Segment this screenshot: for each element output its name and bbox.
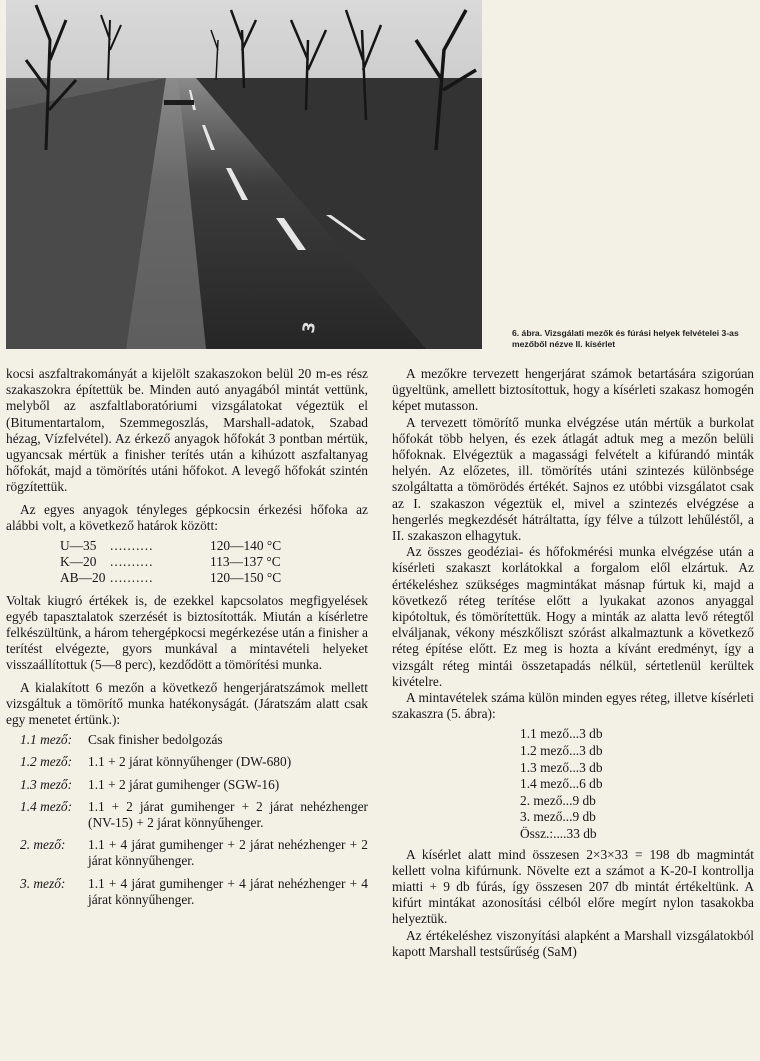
field-description: Csak finisher bedolgozás — [88, 732, 223, 748]
sample-count-table — [520, 726, 754, 842]
left-paragraph-4: A kialakított 6 mezőn a következő hengerjáratszámok mellett vizsgáltuk a tömörítő munka hatékonyságát. (Járatszám alatt csak egy menetet értünk.): — [6, 679, 368, 728]
sample-count-row — [520, 760, 754, 777]
sample-count: 3 db — [579, 726, 603, 742]
sample-count: 9 db — [572, 792, 596, 808]
field-item — [6, 754, 368, 770]
right-column — [392, 366, 754, 960]
leader-dots: .... — [553, 826, 567, 842]
field-name: 2. mező — [520, 792, 563, 808]
sample-count-total-row — [520, 826, 754, 843]
test-road-photo — [6, 0, 482, 349]
right-paragraph-4: A mintavételek száma külön minden egyes réteg, illetve kísérleti szakaszra (5. ábra): — [392, 690, 754, 722]
leader-dots: .......... — [110, 554, 154, 570]
right-paragraph-2: A tervezett tömörítő munka elvégzése után mértük a burkolat hőfokát több helyen, és ezek átlagát adtuk meg a mezőn belüli hőfoknak. Elvégeztük a magassági felvételt a kifúrandó minták helyén. Az előzetes, ill. tömörítés utáni szintezés különbsége szolgáltatta a tömörödés értékét. Sajnos ez utóbbi vizsgálatot csak az I. szakaszon végeztük el, mivel a szintezés elvégzése a hengerlés megkezdését hátráltatta, így félve a túlzott lehűléstől, a II. szakaszon elhagytuk. — [392, 414, 754, 544]
leader-dots: .......... — [110, 538, 154, 554]
sample-count-row — [520, 809, 754, 826]
temperature-row — [60, 570, 368, 586]
field-item — [6, 777, 368, 793]
leader-dots: ... — [562, 809, 573, 825]
leader-dots: ... — [562, 792, 573, 808]
field-description: 1.1 + 4 járat gumihenger + 2 járat nehézhenger + 2 járat könnyűhenger. — [88, 837, 368, 869]
field-item — [6, 799, 368, 831]
field-label: 1.4 mező: — [20, 798, 73, 814]
left-paragraph-2: Az egyes anyagok tényleges gépkocsin érkezési hőfoka az alábbi volt, a következő határok között: — [6, 501, 368, 533]
temperature-table — [60, 538, 368, 587]
left-paragraph-1: kocsi aszfaltrakományát a kijelölt szakaszokon belül 20 m-es rész szakaszokra építettük be. Minden autó anyagából mintát vettünk, melyből az aszfaltlaboratóriumi vizsgálatokat végeztük el (Bitumentartalom, Szemmegoszlás, Marshall-adatok, Szabad hézag, Vízfelvétel). Az érkező anyagok hőfokát 3 pontban mértük, ugyancsak mértük a finisher terítés után a kihúzott aszfaltanyag hőfokát, majd a tömörítés utáni hőfokot. A levegő hőfokát szintén rögzítettük. — [6, 366, 368, 495]
field-label: 1.2 mező: — [20, 754, 73, 770]
leader-dots: ... — [569, 776, 580, 792]
field-item — [6, 732, 368, 748]
sample-count: 3 db — [579, 759, 603, 775]
field-list — [6, 732, 368, 908]
field-name: 1.3 mező — [520, 759, 570, 775]
leader-dots: .......... — [110, 570, 154, 586]
field-name: 1.2 mező — [520, 743, 570, 759]
field-description: 1.1 + 2 járat gumihenger (SGW-16) — [88, 776, 280, 792]
field-item — [6, 837, 368, 869]
field-description: 1.1 + 2 járat gumihenger + 2 járat nehézhenger (NV-15) + 2 járat könnyűhenger. — [88, 798, 368, 831]
temperature-range: 120—150 °C — [210, 570, 282, 586]
field-name: 1.4 mező — [520, 776, 570, 792]
field-label: 1.1 mező: — [20, 732, 73, 748]
leader-dots: ... — [569, 759, 580, 775]
left-column — [6, 366, 368, 914]
field-description: 1.1 + 2 járat könnyűhenger (DW-680) — [88, 754, 292, 770]
temperature-row — [60, 554, 368, 570]
right-paragraph-5: A kísérlet alatt mind összesen 2×3×33 = 198 db magmintát kellett volna kifúrnunk. Növelte ezt a számot a K-20-I kontrollja miatti + 9 db fúrás, így összesen 207 db mintát értékeltünk. A kifúrt mintákat azonosítási célból előre megírt nylon tasakokba helyeztük. — [392, 846, 754, 927]
sample-count: 3 db — [579, 743, 603, 759]
field-label: 3. mező: — [20, 875, 66, 891]
leader-dots: ... — [569, 743, 580, 759]
figure-caption: 6. ábra. Vizsgálati mezők és fúrási helyek felvételei 3-as mezőből nézve II. kísérlet — [512, 328, 739, 349]
field-name: 3. mező — [520, 809, 563, 825]
temperature-row — [60, 538, 368, 554]
sample-count: 6 db — [579, 776, 603, 792]
field-description: 1.1 + 4 járat gumihenger + 4 járat nehézhenger + 4 járat könnyűhenger. — [88, 875, 368, 907]
sample-count: 33 db — [566, 826, 597, 842]
field-name: Össz.: — [520, 826, 554, 842]
material-name: U—35 — [60, 538, 97, 554]
right-paragraph-6: Az értékeléshez viszonyítási alapként a Marshall vizsgálatokból kapott Marshall testsűrűség (SaM) — [392, 927, 754, 959]
temperature-range: 113—137 °C — [210, 554, 281, 570]
temperature-range: 120—140 °C — [210, 538, 282, 554]
right-paragraph-1: A mezőkre tervezett hengerjárat számok betartására szigorúan ügyeltünk, amellett biztosítottuk, hogy a kísérleti szakasz homogén képet mutasson. — [392, 366, 754, 414]
road-number-marking: 3 — [298, 320, 320, 335]
material-name: AB—20 — [60, 570, 106, 586]
road-photo-image — [6, 0, 482, 349]
sample-count-row — [520, 743, 754, 760]
sample-count-row — [520, 726, 754, 743]
field-label: 1.3 mező: — [20, 776, 73, 792]
sample-count: 9 db — [572, 809, 596, 825]
sample-count-row — [520, 793, 754, 810]
leader-dots: ... — [569, 726, 580, 742]
sample-count-row — [520, 776, 754, 793]
field-label: 2. mező: — [20, 837, 66, 853]
field-item — [6, 876, 368, 908]
field-name: 1.1 mező — [520, 726, 570, 742]
left-paragraph-3: Voltak kiugró értékek is, de ezekkel kapcsolatos megfigyelések egyéb tapasztalatok szerzését is biztosították. Miután a kísérletre felkészültünk, a három tehergépkocsi megérkezése után a finisher a terítést elvégezte, gyors munkával a mintavételi helyeket visszaállítottuk (5—8 perc), kezdődött a tömörítési munka. — [6, 592, 368, 673]
material-name: K—20 — [60, 554, 97, 570]
right-paragraph-3: Az összes geodéziai- és hőfokmérési munka elvégzése után a kísérleti szakaszt korlátokkal a forgalom elől elzártuk. Az értékeléshez szükséges magmintákat másnap fúrtuk ki, majd a következő réteg terítése előtt a lyukakat azonos anyaggal kipótoltuk, és tömörítettük. Hogy a minták az alatta levő rétegtől elváljanak, vékony mészkőliszt szórást alkalmaztunk a következő réteg építése előtt. Ez meg is hozta a kívánt eredményt, így a vizsgált réteg mintái összetapadás nélkül, sértetlenül kerültek kivételre. — [392, 544, 754, 689]
